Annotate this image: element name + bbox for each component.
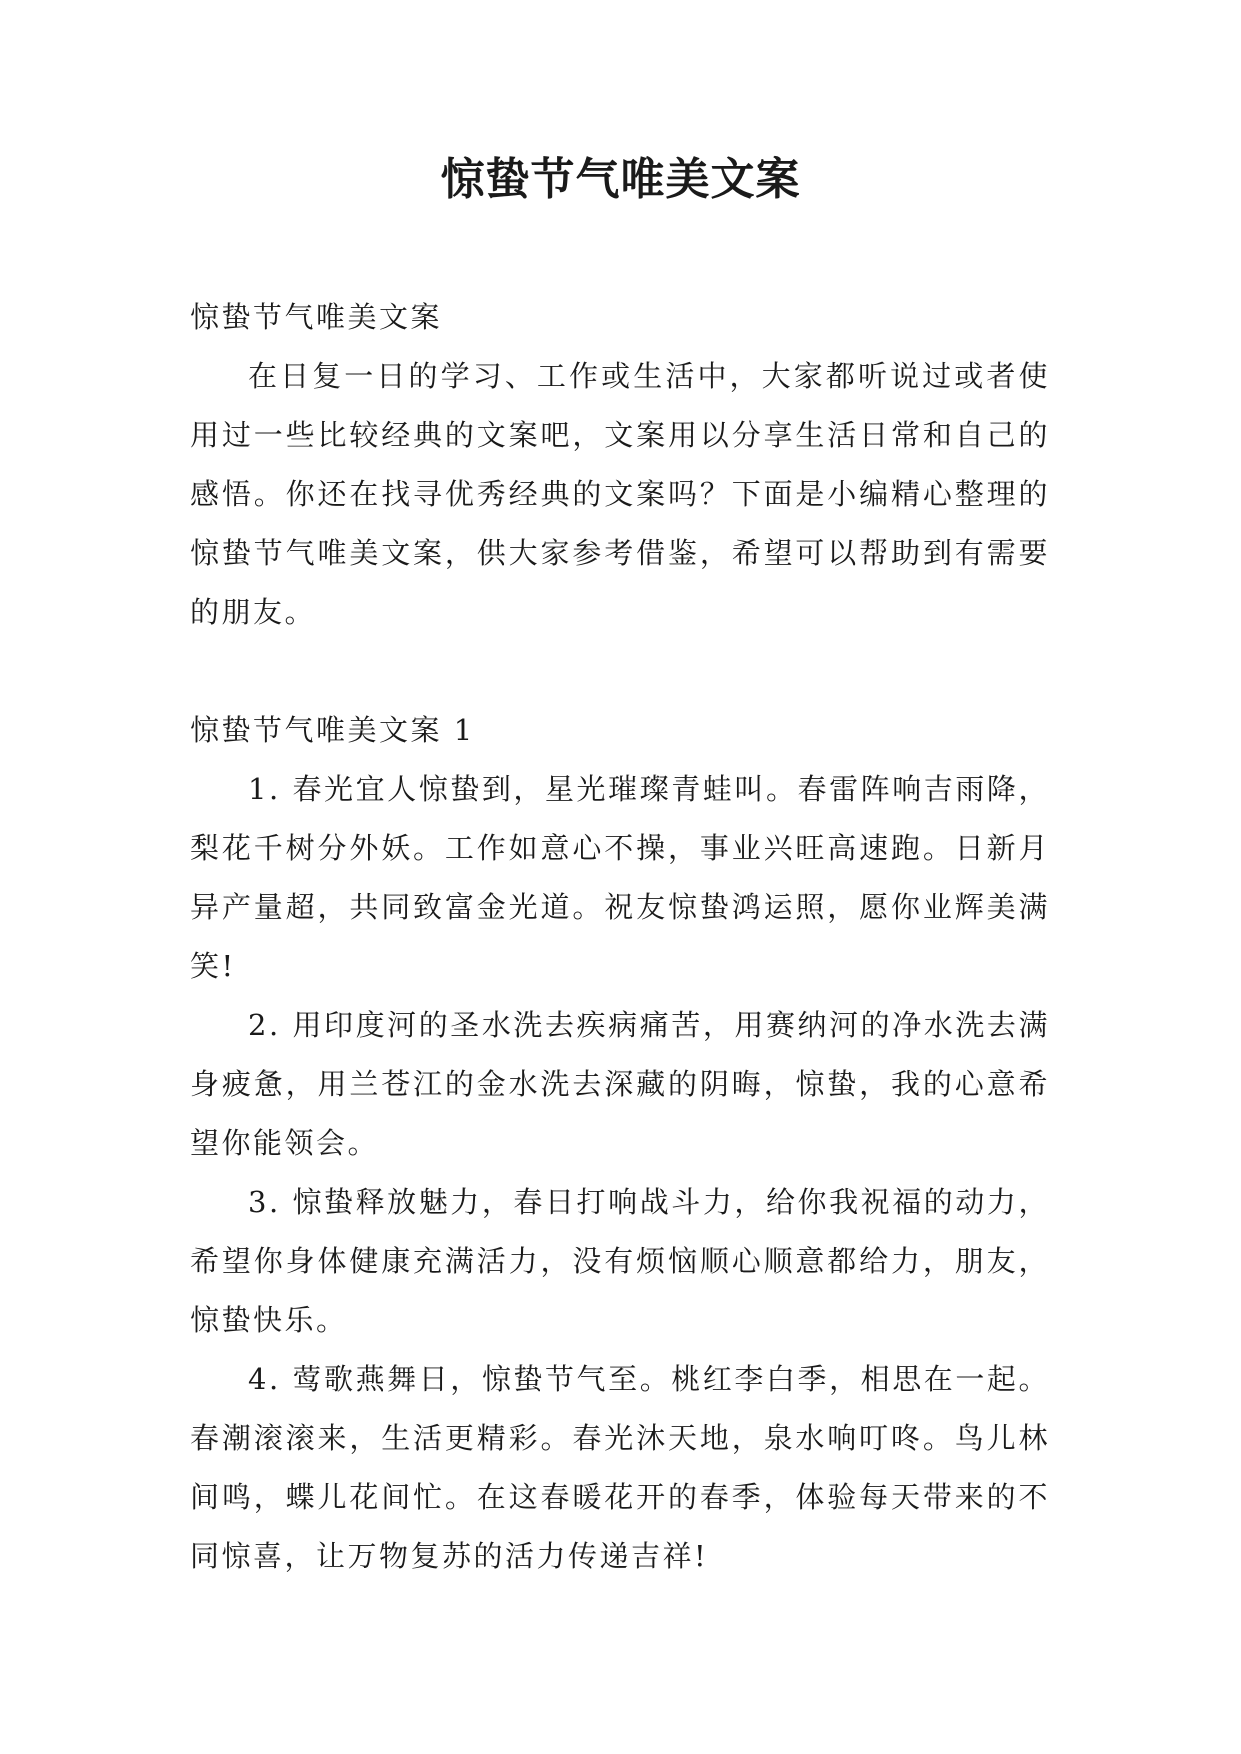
document-subtitle: 惊蛰节气唯美文案 xyxy=(190,300,443,334)
document-body xyxy=(190,288,1050,1586)
list-item: 3. 惊蛰释放魅力，春日打响战斗力，给你我祝福的动力，希望你身体健康充满活力，没有烦恼顺心顺意都给力，朋友，惊蛰快乐。 xyxy=(190,1185,1050,1337)
list-item: 4. 莺歌燕舞日，惊蛰节气至。桃红李白季，相思在一起。春潮滚滚来，生活更精彩。春光沐天地，泉水响叮咚。鸟儿林间鸣，蝶儿花间忙。在这春暖花开的春季，体验每天带来的不同惊喜，让万物复苏的活力传递吉祥! xyxy=(190,1362,1050,1573)
document-title: 惊蛰节气唯美文案 xyxy=(440,154,801,205)
intro-paragraph: 在日复一日的学习、工作或生活中，大家都听说过或者使用过一些比较经典的文案吧，文案用以分享生活日常和自己的感悟。你还在找寻优秀经典的文案吗？下面是小编精心整理的惊蛰节气唯美文案，供大家参考借鉴，希望可以帮助到有需要的朋友。 xyxy=(190,359,1050,629)
list-item: 1. 春光宜人惊蛰到，星光璀璨青蛙叫。春雷阵响吉雨降，梨花千树分外妖。工作如意心不操，事业兴旺高速跑。日新月异产量超，共同致富金光道。祝友惊蛰鸿运照，愿你业辉美满笑! xyxy=(190,772,1050,983)
section-heading: 惊蛰节气唯美文案 1 xyxy=(190,713,475,747)
list-item: 2. 用印度河的圣水洗去疾病痛苦，用赛纳河的净水洗去满身疲惫，用兰苍江的金水洗去深藏的阴晦，惊蛰，我的心意希望你能领会。 xyxy=(190,1008,1050,1160)
